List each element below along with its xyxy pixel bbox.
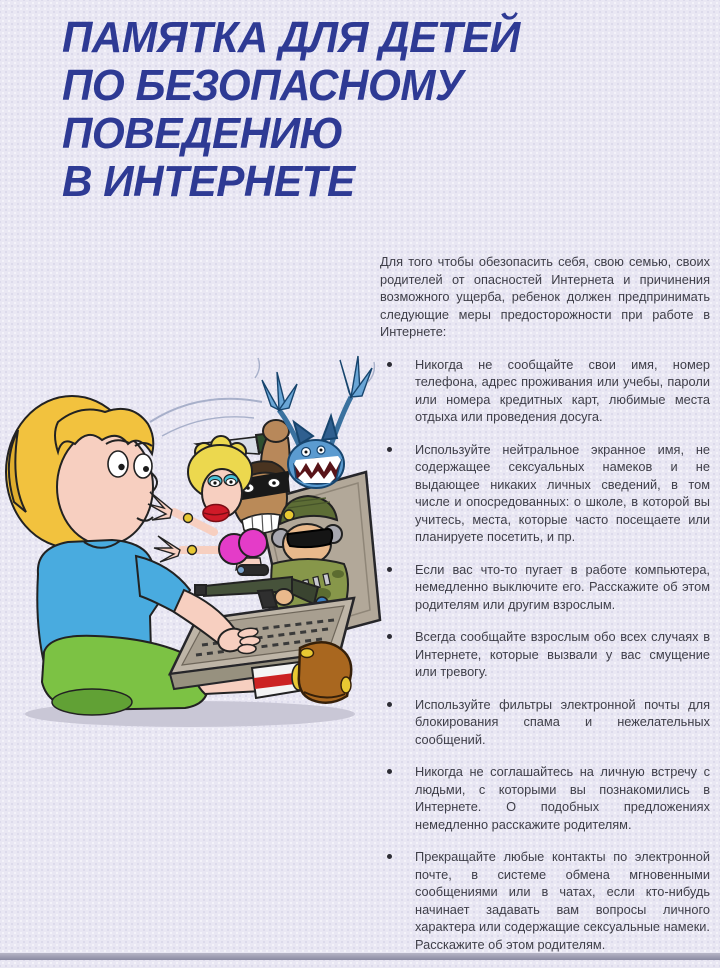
safety-tip-item (380, 441, 710, 546)
safety-tip-item (380, 696, 710, 749)
bullet-dot (387, 567, 392, 572)
title-line-3: ПОВЕДЕНИЮ (62, 109, 344, 158)
safety-tip-item (380, 763, 710, 833)
page-title (62, 14, 520, 206)
footer-divider-bar (0, 953, 720, 960)
safety-tip-text: Если вас что-то пугает в работе компьютера, немедленно выключите его. Расскажите об этом родителям или другим взрослым. (415, 561, 710, 612)
content-column (380, 253, 710, 968)
safety-tip-text: Используйте нейтральное экранное имя, не содержащее сексуальных намеков и не выдающее никаких личных сведений, в том числе и опосредованных: о школе, в которой вы учитесь, места, которые часто посещаете или планируете посетить, и пр. (415, 441, 710, 544)
safety-tip-item (380, 561, 710, 614)
safety-tips-list (380, 356, 710, 954)
bullet-dot (387, 362, 392, 367)
safety-tip-text: Никогда не сообщайте свои имя, номер телефона, адрес проживания или учебы, пароли или номера кредитных карт, любимые места отдыха или проведения досуга. (415, 356, 710, 424)
intro-paragraph: Для того чтобы обезопасить себя, свою семью, своих родителей от опасностей Интернета и причинения возможного ущерба, ребенок должен предпринимать следующие меры предосторожности при работе в Интернете: (380, 254, 710, 339)
bullet-dot (387, 702, 392, 707)
safety-tip-text: Никогда не соглашайтесь на личную встречу с людьми, с которыми вы познакомились в Интернете. О подобных предложениях немедленно расскажите родителям. (415, 764, 710, 832)
safety-tip-item (380, 848, 710, 953)
bullet-dot (387, 854, 392, 859)
safety-tip-item (380, 628, 710, 681)
bullet-dot (387, 769, 392, 774)
bullet-dot (387, 447, 392, 452)
title-line-2: ПО БЕЗОПАСНОМУ (62, 61, 464, 110)
illustration-boy-laptop-monsters (0, 352, 382, 780)
title-line-4: В ИНТЕРНЕТЕ (62, 157, 355, 206)
safety-tip-text: Используйте фильтры электронной почты для блокирования спама и нежелательных сообщений. (415, 696, 710, 747)
safety-tip-text: Прекращайте любые контакты по электронной почте, в системе обмена мгновенными сообщениями или в чатах, если кто-нибудь начинает задавать вам вопросы личного характера или содержащие сексуальные намеки. Расскажите об этом родителям. (415, 849, 710, 952)
safety-tip-text: Всегда сообщайте взрослым обо всех случаях в Интернете, которые вызвали у вас смущение или тревогу. (415, 629, 710, 679)
safety-tip-item (380, 356, 710, 426)
bullet-dot (387, 634, 392, 639)
title-line-1: ПАМЯТКА ДЛЯ ДЕТЕЙ (62, 13, 520, 62)
